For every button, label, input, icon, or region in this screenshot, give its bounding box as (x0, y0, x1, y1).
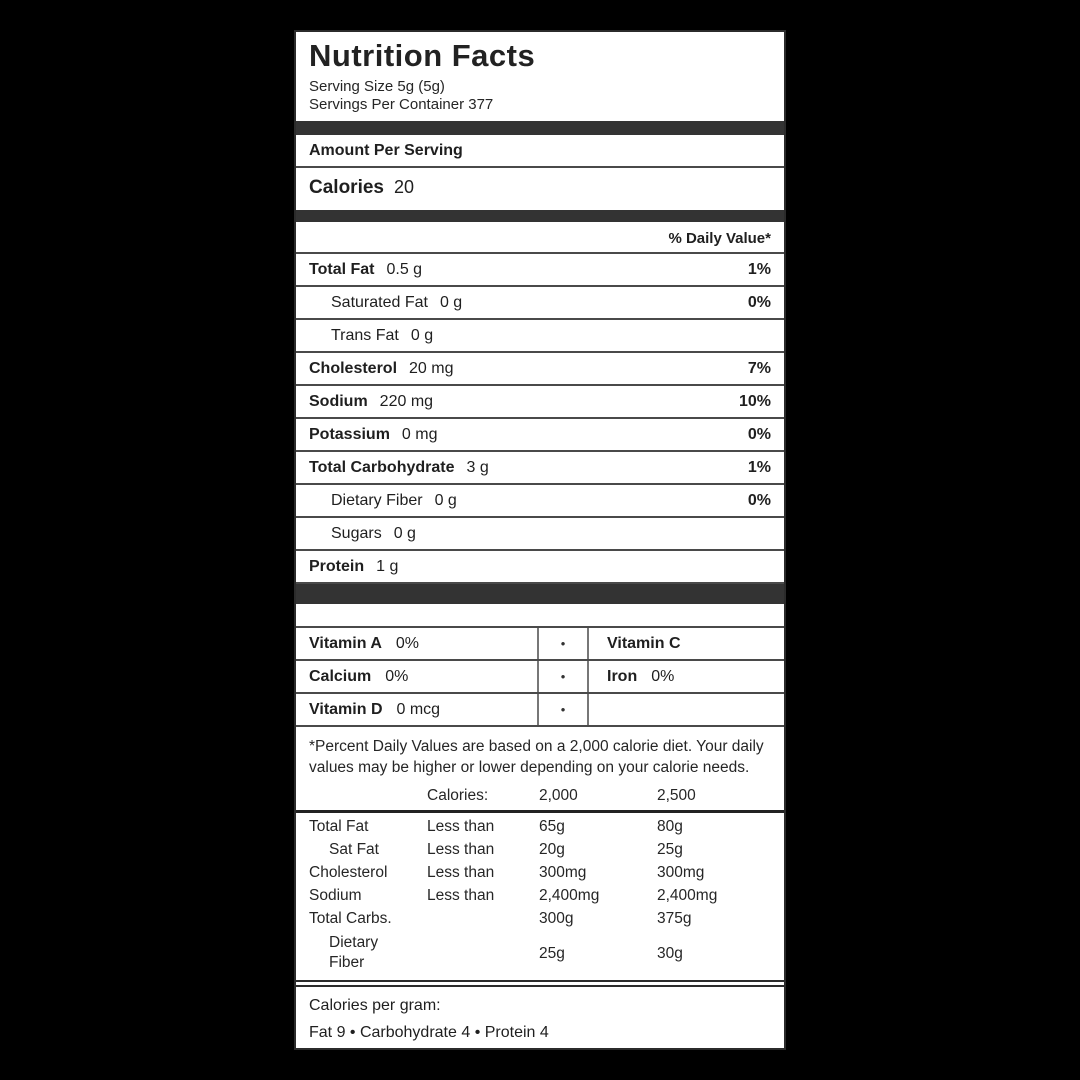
daily-value-footnote: *Percent Daily Values are based on a 2,000 calorie diet. Your daily values may be higher or lower depending on your calorie needs. (309, 738, 764, 776)
nutrient-row-potassium (296, 419, 784, 452)
footnote-cell: Dietary Fiber (329, 934, 379, 971)
vitamin-value: 0% (395, 634, 420, 652)
footnote-cell: 20g (539, 841, 565, 858)
nutrient-dv: 7% (747, 359, 771, 377)
nutrient-dv: 1% (747, 458, 771, 476)
footnote-row-sat-fat (296, 838, 784, 861)
calories-label: Calories (309, 177, 384, 198)
serving-size: Serving Size 5g (5g) (309, 78, 445, 95)
vitamin-value: 0% (385, 667, 409, 685)
nutrient-row-sugars (296, 518, 784, 551)
footnote-cell: Less than (427, 841, 495, 858)
footnote-row-total-fat (296, 815, 784, 838)
label-title: Nutrition Facts (309, 38, 536, 73)
divider (296, 810, 784, 813)
footnote-row-total-carbs (296, 907, 784, 930)
bullet-separator-icon: • (560, 636, 566, 651)
vitamin-name: Calcium (309, 667, 372, 685)
footnote-cell: 2,500 (657, 787, 696, 804)
footnote-table (296, 784, 784, 976)
footnote-cell: 25g (539, 944, 565, 962)
bullet-separator-icon: • (560, 702, 566, 717)
footnote-cell: 65g (539, 818, 565, 835)
nutrient-name: Potassium (309, 425, 390, 443)
servings-per-container: Servings Per Container 377 (309, 96, 494, 113)
nutrient-row-saturated-fat (296, 287, 784, 320)
footnote-cell: 300mg (657, 864, 705, 881)
vitamin-row-a-c (296, 628, 784, 661)
nutrient-dv: 0% (747, 491, 771, 509)
vitamin-name: Vitamin C (607, 634, 681, 652)
footnote-row-dietary-fiber (296, 930, 784, 976)
footnote-cell: Less than (427, 864, 495, 881)
footnote-table-header (296, 784, 784, 807)
nutrient-row-trans-fat (296, 320, 784, 353)
footnote-cell: Cholesterol (309, 864, 388, 881)
daily-value-header: % Daily Value* (296, 222, 784, 254)
footnote-cell: Less than (427, 818, 495, 835)
vitamin-name: Iron (607, 667, 638, 685)
nutrient-dv: 0% (747, 425, 771, 443)
nutrient-amount: 20 mg (409, 359, 454, 377)
section-bar (296, 210, 784, 222)
nutrient-dv: 1% (747, 260, 771, 278)
nutrient-row-total-fat (296, 254, 784, 287)
vitamin-value: 0% (651, 667, 675, 685)
calories-row (296, 168, 784, 210)
calories-per-gram-heading: Calories per gram: (309, 997, 441, 1014)
vitamin-value: 0 mcg (396, 700, 441, 718)
nutrient-name: Total Carbohydrate (309, 458, 455, 476)
nutrient-amount: 0 mg (401, 425, 438, 443)
nutrient-name: Sugars (331, 524, 382, 542)
vitamin-name: Vitamin D (309, 700, 383, 718)
footnote-cell: 300mg (539, 864, 587, 881)
footnote-cell: Total Fat (309, 818, 369, 835)
nutrient-amount: 0.5 g (386, 260, 423, 278)
nutrient-amount: 220 mg (379, 392, 434, 410)
footnote-cell: Less than (427, 887, 495, 904)
nutrient-name: Sodium (309, 392, 368, 410)
bullet-separator-icon: • (560, 669, 566, 684)
footnote-cell: 2,000 (539, 787, 578, 804)
footnote-cell: 80g (657, 818, 683, 835)
nutrient-amount: 0 g (393, 524, 416, 542)
vitamin-row-d (296, 694, 784, 727)
nutrient-amount: 3 g (466, 458, 489, 476)
nutrient-row-cholesterol (296, 353, 784, 386)
nutrient-name: Total Fat (309, 260, 375, 278)
amount-per-serving-heading: Amount Per Serving (296, 135, 784, 168)
nutrient-row-sodium (296, 386, 784, 419)
footnote-row-sodium (296, 884, 784, 907)
nutrient-amount: 0 g (439, 293, 463, 311)
nutrient-amount: 1 g (376, 557, 399, 575)
section-bar (296, 121, 784, 135)
footnote-cell: 2,400mg (539, 887, 600, 904)
footnote-row-cholesterol (296, 861, 784, 884)
nutrient-row-dietary-fiber (296, 485, 784, 518)
footnote-cell: 300g (539, 910, 574, 927)
footnote-cell: Calories: (427, 787, 489, 804)
vitamin-name: Vitamin A (309, 634, 382, 652)
calories-per-gram-values: Fat 9 • Carbohydrate 4 • Protein 4 (309, 1024, 549, 1041)
nutrient-name: Cholesterol (309, 359, 398, 377)
nutrient-name: Protein (309, 557, 365, 575)
nutrient-amount: 0 g (434, 491, 457, 509)
footnote-cell: Sodium (309, 887, 362, 904)
nutrient-dv: 0% (747, 293, 771, 311)
nutrition-facts-label (294, 30, 786, 1050)
nutrient-amount: 0 g (410, 326, 434, 344)
nutrient-name: Trans Fat (331, 326, 399, 344)
footnote-cell: 2,400mg (657, 887, 718, 904)
section-bar (296, 584, 784, 604)
footnote-cell: Total Carbs. (309, 910, 392, 927)
footnote-cell: Sat Fat (329, 841, 379, 858)
divider (296, 980, 784, 987)
calories-value: 20 (393, 177, 415, 197)
footnote-cell: 30g (657, 944, 683, 962)
nutrient-row-total-carbohydrate (296, 452, 784, 485)
footnote-cell: 375g (657, 910, 692, 927)
spacer (296, 604, 784, 626)
footnote-cell: 25g (657, 841, 683, 858)
nutrient-dv: 10% (738, 392, 771, 410)
vitamin-row-calcium-iron (296, 661, 784, 694)
nutrient-name: Dietary Fiber (331, 491, 423, 509)
nutrient-row-protein (296, 551, 784, 584)
nutrient-name: Saturated Fat (331, 293, 428, 311)
vitamins-table (296, 626, 784, 727)
